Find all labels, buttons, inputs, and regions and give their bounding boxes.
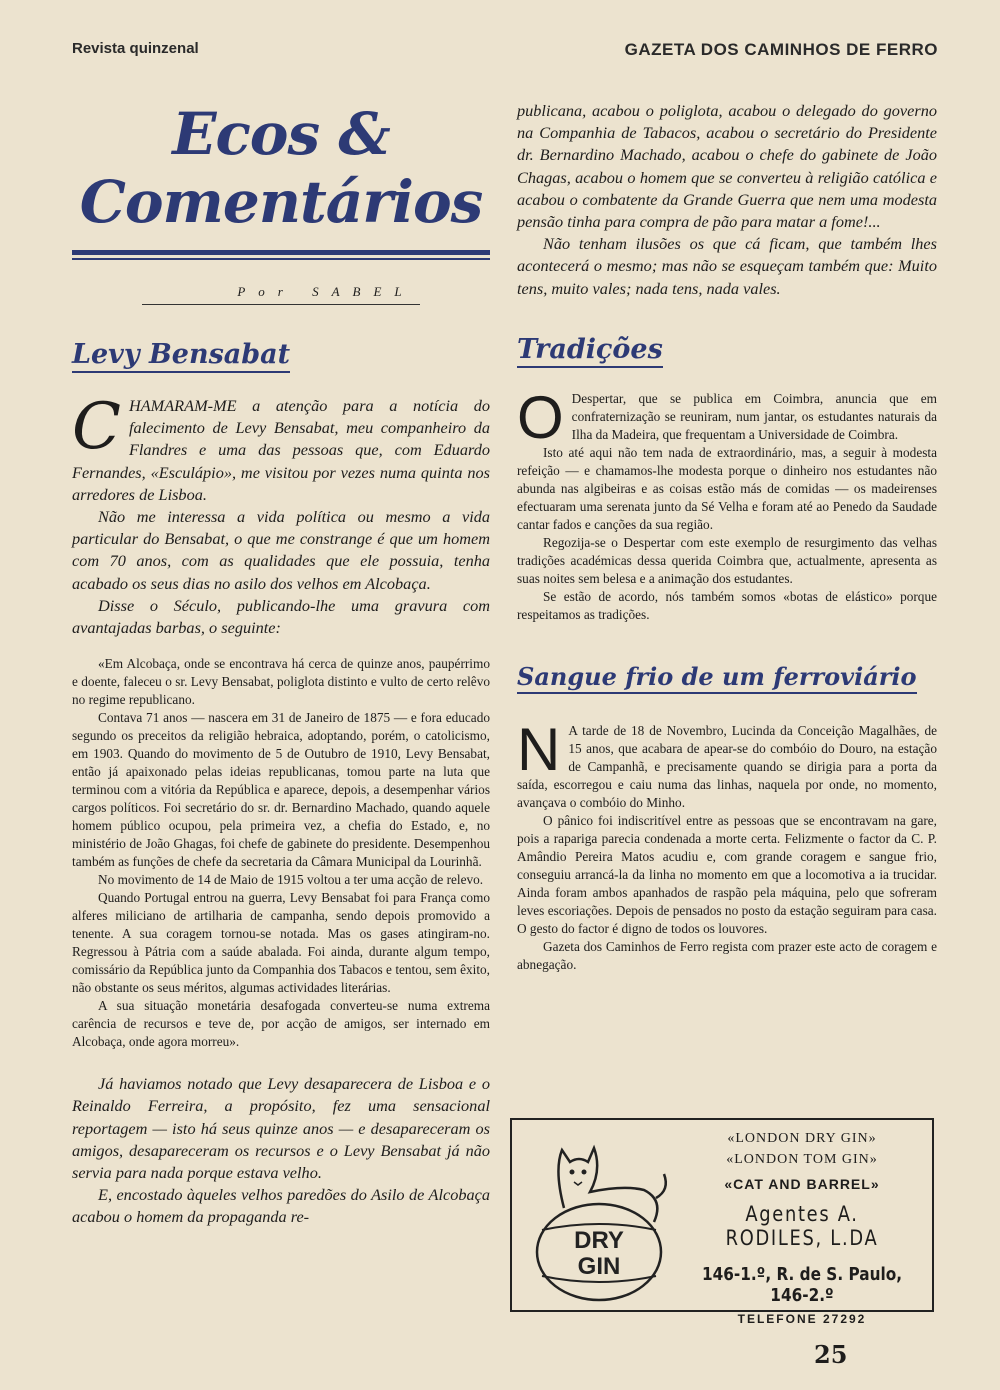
levy-paragraph-5: E, encostado àqueles velhos paredões do Asilo de Alcobaça acabou o homem da propaganda re-	[72, 1185, 490, 1227]
header-left: Revista quinzenal	[72, 40, 199, 57]
ad-line-6: TELEFONE 27292	[737, 1312, 867, 1326]
section-heading-levy: Levy Bensabat	[72, 339, 290, 373]
dropcap-c: C	[72, 390, 121, 464]
quote-paragraph-2: Contava 71 anos — nascera em 31 de Janeiro de 1875 — e fora educado segundo os preceitos da religião hebraica, adoptando, porém, o catolicismo, em 1903. Quando do movimento de 5 de Outubro de 1910, Levy Bensabat, então já apaixonado pelas ideias republicanas, tomou parte na luta que terminou com a vitória da República e aparece, depois, a desempenhar vários cargos políticos. Foi secretário do sr. dr. Bernardino Machado, quando aquele homem público ocupou, pela primeira vez, a chefia do Estado, e, no ministério de João Ghagas, foi chefe de gabinete do presidente. Desempenhou também as funções de chefe da secretaria da Câmara Municipal da Lourinhã.	[72, 710, 490, 870]
dropcap-n: N	[517, 715, 561, 783]
barrel-label-gin: GIN	[577, 1253, 621, 1280]
quote-paragraph-1: «Em Alcobaça, onde se encontrava há cerca de quinze anos, paupérrimo e doente, faleceu o sr. Levy Bensabat, poliglota distinto e vulto de certo relêvo no regime republicano.	[72, 656, 490, 708]
sangue-article	[517, 715, 937, 974]
quote-paragraph-4: Quando Portugal entrou na guerra, Levy Bensabat foi para França como alferes miliciano de artilharia de campanha, sendo depois promovido a tenente. A sua coragem tornou-se notada. Mas os gases atingiram-no. Regressou à Pátria com a saúde abalada. Foi ainda, durante algum tempo, comissário da República junto da Companhia dos Tabacos e tentou, sem êxito, não obstante os seus méritos, algumas actividades literárias.	[72, 890, 490, 996]
ad-line-2: «LONDON TOM GIN»	[726, 1152, 878, 1167]
byline: Por SABEL	[237, 284, 415, 299]
quote-paragraph-5: A sua situação monetária desafogada converteu-se numa extrema carência de recursos e teve de, por acção de amigos, ser internado em Alcobaça, onde agora morreu».	[72, 998, 490, 1050]
levy-paragraph-1: HAMARAM-ME a atenção para a notícia do falecimento de Levy Bensabat, meu companheiro da Flandres e uma das pessoas que, com Eduardo Fernandes, «Esculápio», me visitou por vezes numa quinta nos arredores de Lisboa.	[72, 396, 490, 504]
tradicoes-paragraph-4: Se estão de acordo, nós também somos «botas de elástico» porque respeitamos as tradições.	[517, 588, 937, 622]
ad-line-1: «LONDON DRY GIN»	[727, 1131, 877, 1146]
gin-advertisement	[510, 1118, 934, 1326]
left-column	[72, 92, 490, 1229]
page-number: 25	[814, 1340, 848, 1369]
quote-paragraph-3: No movimento de 14 de Maio de 1915 voltou a ter uma acção de relevo.	[98, 872, 484, 888]
section-heading-tradicoes: Tradições	[517, 334, 663, 368]
tradicoes-paragraph-1: Despertar, que se publica em Coimbra, anuncia que em confraternização se reuniram, num jantar, os estudantes naturais da Ilha da Madeira, que frequentam a Universidade de Coimbra.	[571, 390, 937, 442]
page-title: Ecos & Comentários	[79, 100, 483, 236]
tradicoes-paragraph-3: Regozija-se o Despertar com este exemplo de resurgimento das velhas tradições académicas dessa querida Coimbra que, actualmente, apresenta as suas noites sem belesa e a animação dos estudantes.	[517, 534, 937, 586]
sangue-paragraph-1: A tarde de 18 de Novembro, Lucinda da Conceição Magalhães, de 15 anos, que acabara de apear-se do combóio do Douro, na estação de Campanhã, e precisamente quando se dirigia para a porta da saída, escorregou e caiu numa das linhas, naquela por onde, no momento, avançava o combóio do Minho.	[517, 722, 937, 810]
barrel-label-dry: DRY	[574, 1227, 624, 1254]
levy-paragraph-2: Não me interessa a vida política ou mesmo a vida particular do Bensabat, o que me constrange é que um homem com 70 anos, com as qualidades que ele possuia, tenha acabado os seus dias no asilo dos velhos em Alcobaça.	[72, 507, 490, 593]
ad-line-3: «CAT AND BARREL»	[724, 1176, 880, 1192]
byline-rule	[142, 304, 420, 305]
levy-paragraph-3: Disse o Século, publicando-lhe uma gravura com avantajadas barbas, o seguinte:	[72, 595, 490, 638]
sangue-paragraph-3: Gazeta dos Caminhos de Ferro regista com prazer este acto de coragem e abnegação.	[517, 938, 937, 972]
tradicoes-article	[517, 383, 937, 624]
ad-line-5: 146-1.º, R. de S. Paulo, 146-2.º	[701, 1264, 903, 1306]
right-column	[517, 100, 937, 974]
levy-paragraph-7: Não tenham ilusões os que cá ficam, que também lhes acontecerá o mesmo; mas não se esqueçam também que: Muito tens, muito vales; nada tens, nada vales.	[517, 234, 937, 298]
ad-line-4: Agentes A. RODILES, L.DA	[725, 1202, 879, 1250]
tradicoes-paragraph-2: Isto até aqui não tem nada de extraordinário, mas, a seguir à modesta refeição — e chamamos-lhe modesta porque o dinheiro nos estudantes não abunda nas algibeiras e as coisas estão más de comidas — os madeirenses efectuaram uma serenata junto da Sé Velha e foram até ao Penedo da Saudade cantar fados e canções da sua região.	[517, 444, 937, 532]
levy-paragraph-6: publicana, acabou o poliglota, acabou o delegado do governo na Companhia de Tabacos, acabou o secretário do Presidente dr. Bernardino Machado, acabou o chefe do gabinete de João Chagas, acabou o homem que se converteu à religião católica e acabou o combatente da Grande Guerra que nem uma modesta pensão tinha para compra de pão para matar a fome!...	[517, 101, 937, 232]
header-right: GAZETA DOS CAMINHOS DE FERRO	[624, 40, 938, 59]
dropcap-o: O	[517, 383, 564, 451]
levy-paragraph-4: Já haviamos notado que Levy desaparecera de Lisboa e o Reinaldo Ferreira, a propósito, fez uma sensacional reportagem — isto há seus quinze anos — e desapareceram os amigos, desapareceram os recursos e o Levy Bensabat já não servia para nada porque estava velho.	[72, 1074, 490, 1183]
section-heading-sangue: Sangue frio de um ferroviário	[517, 662, 917, 694]
title-rule-thin	[72, 258, 490, 260]
title-rule-thick	[72, 250, 490, 255]
levy-article	[72, 390, 490, 1229]
cat-and-barrel-icon	[524, 1130, 674, 1305]
sangue-paragraph-2: O pânico foi indiscritível entre as pessoas que se encontravam na gare, pois a rapariga parecia condenada a morte certa. Felizmente o factor da C. P. Amândio Pereira Matos acudiu e, com grande coragem e sangue frio, conseguiu arrancá-la da linha no momento em que a locomotiva a ia trucidar. Ainda foram ambos apanhados de raspão pela máquina, pelo que sofreram leves escoriações. Depois de pensados no posto da estação seguiram para casa. O gesto do factor é digno de todos os louvores.	[517, 812, 937, 936]
ad-text-block	[682, 1128, 922, 1326]
